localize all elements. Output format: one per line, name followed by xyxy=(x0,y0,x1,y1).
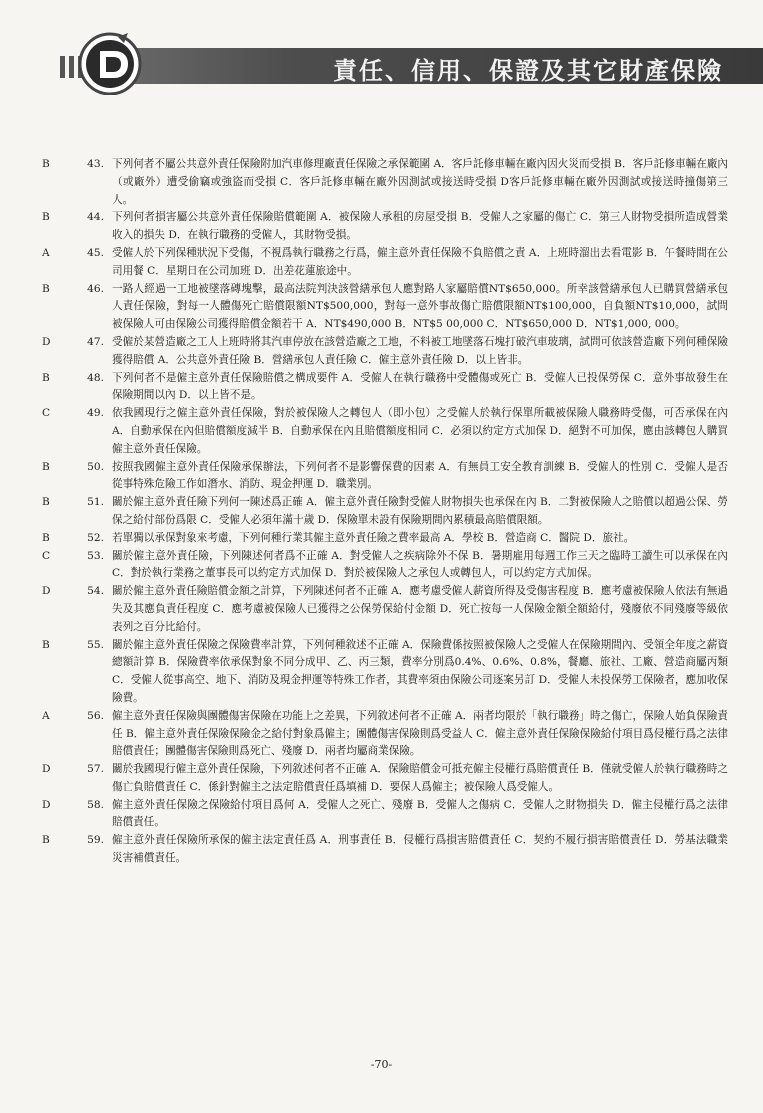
question-number: 44. xyxy=(87,211,104,224)
question-number: 55. xyxy=(87,638,104,651)
answer-key: B xyxy=(42,371,50,384)
question-text: 關於我國現行僱主意外責任保險，下列敘述何者不正確 A．保險賠償金可抵充僱主侵權行爲賠償責任 B．僅就受僱人於執行職務時之傷亡負賠償責任 C．係針對僱主之法定賠償責任爲填補 D．要保人爲僱主；被保險人爲受僱人。 xyxy=(112,763,728,793)
answer-key: B xyxy=(42,460,50,473)
question-item xyxy=(38,370,728,406)
answer-key: D xyxy=(42,763,51,776)
answer-key: B xyxy=(42,282,50,295)
question-item xyxy=(38,761,728,797)
question-item xyxy=(38,797,728,833)
question-text: 若單獨以承保對象來考慮，下列何種行業其僱主意外責任險之費率最高 A．學校 B．營造商 C．醫院 D．旅社。 xyxy=(112,531,635,544)
question-number: 47. xyxy=(87,335,104,348)
question-text: 僱主意外責任保險之保險給付項目爲何 A．受僱人之死亡、殘廢 B．受僱人之傷病 C．受僱人之財物損失 D．僱主侵權行爲之法律賠償責任。 xyxy=(112,798,728,829)
question-number: 54. xyxy=(87,585,104,598)
question-item xyxy=(38,548,728,584)
question-item xyxy=(38,832,728,868)
answer-key: B xyxy=(42,638,50,651)
question-number: 46. xyxy=(87,282,104,295)
question-item xyxy=(38,245,728,281)
answer-key: B xyxy=(42,834,50,847)
question-number: 57. xyxy=(87,763,104,776)
question-text: 下列何者不屬公共意外責任保險附加汽車修理廠責任保險之承保範圍 A．客戶託修車輛在廠內因火災而受損 B．客戶託修車輛在廠內（或廠外）遭受偷竊或強盜而受損 C．客戶託修車輛在廠外因測試或接送時受損 D客戶託修車輛在廠外因測試或接送時撞傷第三人。 xyxy=(112,158,728,206)
question-item xyxy=(38,637,728,708)
answer-key: B xyxy=(42,211,50,224)
question-item xyxy=(38,405,728,458)
publisher-logo-icon xyxy=(78,31,142,95)
question-number: 56. xyxy=(87,709,104,722)
question-item xyxy=(38,281,728,334)
answer-key: D xyxy=(42,798,51,811)
chapter-banner xyxy=(60,38,763,92)
question-item xyxy=(38,494,728,530)
page-number: -70- xyxy=(370,1058,393,1071)
answer-key: D xyxy=(42,585,51,598)
question-number: 53. xyxy=(87,549,104,562)
answer-key: D xyxy=(42,335,51,348)
question-list xyxy=(38,156,728,868)
question-item xyxy=(38,156,728,209)
answer-key: A xyxy=(42,246,50,259)
question-text: 受僱於某營造廠之工人上班時將其汽車停放在該營造廠之工地，不料被工地墜落石塊打破汽車玻璃，試問可依該營造廠下列何種保險獲得賠償 A．公共意外責任險 B．營繕承包人責任險 C．僱主意外責任險 D．以上皆非。 xyxy=(112,335,728,366)
question-item xyxy=(38,459,728,495)
answer-key: A xyxy=(42,709,50,722)
question-item xyxy=(38,530,728,548)
question-text: 關於僱主意外責任保險之保險費率計算，下列何種敘述不正確 A．保險費係按照被保險人之受僱人在保險期間內、受領全年度之薪資總額計算 B．保險費率依承保對象不同分成甲、乙、丙三類，費率分別爲0.4%、0.6%、0.8%，餐廳、旅社、工廠、營造商屬丙類 C．受僱人從事高空、地下、消防及現金押運等特殊工作者，其費率須由保險公司逐案另訂 D．受僱人未投保勞工保險者，應加收保險費。 xyxy=(112,638,728,704)
question-text: 一路人經過一工地被墜落磚塊擊，最高法院判決該營繕承包人應對路人家屬賠償NT$650,000。所幸該營繕承包人已購買營繕承包人責任保險，對每一人體傷死亡賠償限額NT$500,000，對每一意外事故傷亡賠償限額NT$100,000，自負額NT$10,000，試問被保險人可由保險公司獲得賠償金額若干 A．NT$490,000 B．NT$5 00,000 C．NT$650,000 D．NT$1,000, 000。 xyxy=(112,282,728,331)
question-text: 受僱人於下列保種狀況下受傷，不視爲執行職務之行爲，僱主意外責任保險不負賠償之責 A．上班時溜出去看電影 B．午餐時間在公司用餐 C．星期日在公司加班 D．出差花蓮旅途中。 xyxy=(112,246,728,277)
question-number: 49. xyxy=(87,407,104,420)
question-item xyxy=(38,334,728,370)
question-text: 下列何者損害屬公共意外責任保險賠償範圍 A．被保險人承租的房屋受損 B．受僱人之家屬的傷亡 C．第三人財物受損所造成營業收入的損失 D．在執行職務的受僱人，其財物受損。 xyxy=(112,211,728,242)
question-number: 51. xyxy=(87,496,104,509)
question-item xyxy=(38,708,728,761)
chapter-title: 責任、信用、保證及其它財產保險 xyxy=(333,57,723,85)
answer-key: C xyxy=(42,549,51,562)
question-text: 依我國現行之僱主意外責任保險，對於被保險人之轉包人（即小包）之受僱人於執行保單所載被保險人職務時受傷，可否承保在內 A．自動承保在內但賠償額度減半 B．自動承保在內且賠償額度相同 C．必須以約定方式加保 D．絕對不可加保，應由該轉包人購買僱主意外責任保險。 xyxy=(112,407,728,455)
question-number: 45. xyxy=(87,246,104,259)
answer-key: C xyxy=(42,407,51,420)
question-text: 關於僱主意外責任險，下列陳述何者爲不正確 A．對受僱人之疾病除外不保 B．暑期雇用每週工作三天之臨時工讀生可以承保在內 C．對於執行業務之董事長可以約定方式加保 D．對於被保險人之承包人或轉包人，可以約定方式加保。 xyxy=(112,549,728,580)
question-number: 58. xyxy=(87,798,104,811)
question-text: 關於僱主意外責任險賠償金額之計算，下列陳述何者不正確 A．應考慮受僱人薪資所得及受傷害程度 B．應考慮被保險人依法有無過失及其應負責任程度 C．應考慮被保險人已獲得之公保勞保給付金額 D．死亡按每一人保險金額全額給付，殘廢依不同殘廢等級依表列之百分比給付。 xyxy=(112,585,728,633)
question-text: 關於僱主意外責任險下列何一陳述爲正確 A．僱主意外責任險對受僱人財物損失也承保在內 B．二對被保險人之賠償以超過公保、勞保之給付部份爲限 C．受僱人必須年滿十歲 D．保險單未設有保險期間內累積最高賠償限額。 xyxy=(112,496,728,526)
question-item xyxy=(38,583,728,636)
question-text: 按照我國僱主意外責任保險承保辦法，下列何者不是影響保費的因素 A．有無員工安全教育訓練 B．受僱人的性別 C．受僱人是否從事特殊危險工作如潛水、消防、現金押運 D．職業別。 xyxy=(112,460,728,491)
question-text: 僱主意外責任保險所承保的僱主法定責任爲 A．刑事責任 B．侵權行爲損害賠償責任 C．契約不履行損害賠償責任 D．勞基法職業災害補償責任。 xyxy=(112,834,728,865)
answer-key: B xyxy=(42,531,50,544)
question-number: 59. xyxy=(87,834,104,847)
question-number: 52. xyxy=(87,531,104,544)
answer-key: B xyxy=(42,496,50,509)
question-number: 48. xyxy=(87,371,104,384)
question-text: 下列何者不是僱主意外責任保險賠償之構成要件 A．受僱人在執行職務中受體傷或死亡 B．受僱人已投保勞保 C．意外事故發生在保險期間以內 D．以上皆不是。 xyxy=(112,371,728,402)
question-number: 43. xyxy=(87,158,104,170)
question-number: 50. xyxy=(87,460,104,473)
question-item xyxy=(38,209,728,245)
question-text: 僱主意外責任保險與團體傷害保險在功能上之差異，下列敘述何者不正確 A．兩者均限於「執行職務」時之傷亡，保險人始負保險責任 B．僱主意外責任保險保險金之給付對象爲僱主；團體傷害保險則爲受益人 C．僱主意外責任保險保險給付項目爲侵權行爲之法律賠償責任；團體傷害保險則爲死亡、殘廢 D．兩者均屬商業保險。 xyxy=(112,709,728,758)
answer-key: B xyxy=(42,158,50,170)
